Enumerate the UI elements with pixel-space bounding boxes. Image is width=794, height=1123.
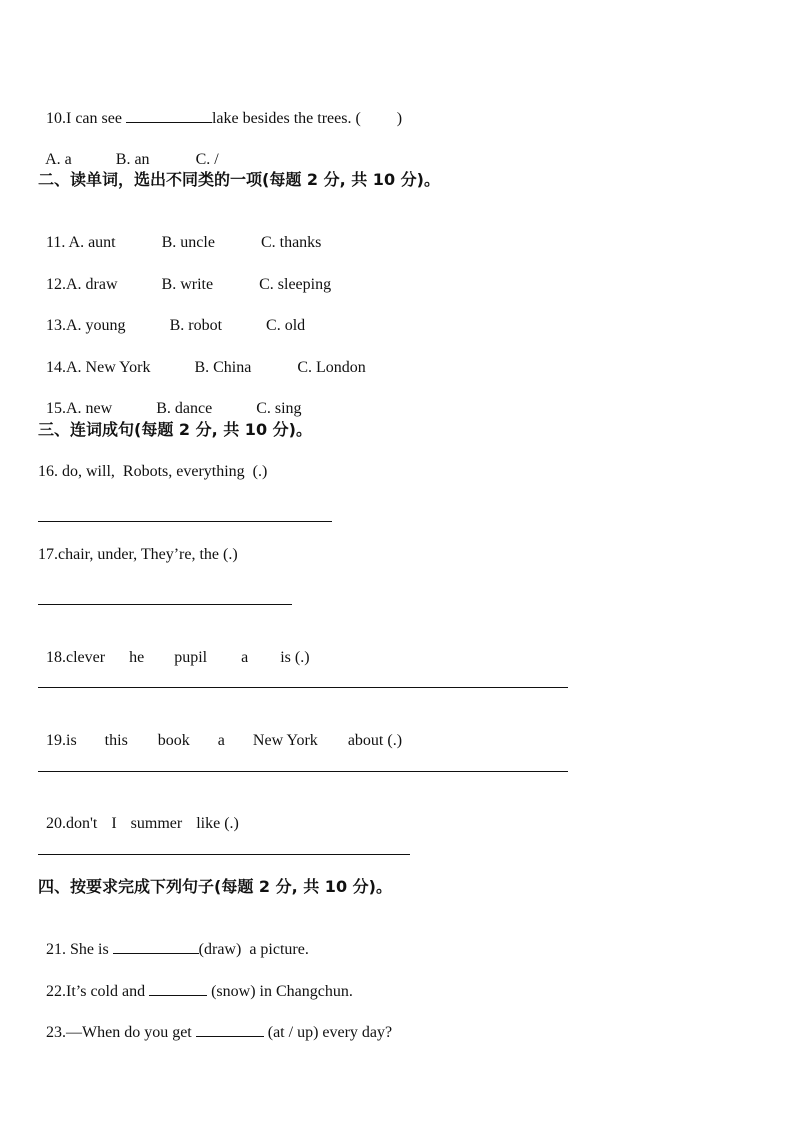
question-16: 16. do, will, Robots, everything (.) bbox=[38, 463, 268, 480]
question-13 bbox=[38, 296, 305, 336]
q10-post: lake besides the trees. ( bbox=[211, 110, 361, 127]
q23-post: (at / up) every day? bbox=[263, 1024, 393, 1041]
q21-pre: 21. She is bbox=[46, 941, 113, 958]
word: New York bbox=[252, 732, 318, 749]
section-3-heading: 三、连词成句(每题 2 分, 共 10 分)。 bbox=[38, 420, 312, 439]
word: pupil bbox=[174, 649, 208, 666]
option-b[interactable]: B. China bbox=[194, 359, 252, 376]
question-22 bbox=[38, 961, 353, 1002]
question-15 bbox=[38, 379, 302, 419]
word: is (.) bbox=[280, 649, 310, 666]
answer-line[interactable] bbox=[38, 604, 292, 605]
option-c[interactable]: C. London bbox=[297, 359, 366, 376]
word: 20.don't bbox=[46, 815, 98, 832]
word: like (.) bbox=[196, 815, 239, 832]
question-23 bbox=[38, 1002, 392, 1043]
option-c[interactable]: C. thanks bbox=[260, 234, 322, 251]
section-4-heading: 四、按要求完成下列句子(每题 2 分, 共 10 分)。 bbox=[38, 877, 392, 896]
option-b[interactable]: B. dance bbox=[156, 400, 213, 417]
question-21 bbox=[38, 919, 309, 960]
word: I bbox=[111, 815, 117, 832]
question-19 bbox=[38, 711, 402, 751]
option-c[interactable]: C. sing bbox=[256, 400, 302, 417]
option-b[interactable]: B. an bbox=[115, 151, 150, 168]
question-10 bbox=[38, 88, 402, 129]
q22-pre: 22.It’s cold and bbox=[46, 983, 150, 1000]
option-a[interactable]: 14.A. New York bbox=[46, 359, 151, 376]
q10-close: ) bbox=[396, 110, 403, 127]
word: a bbox=[217, 732, 225, 749]
q23-pre: 23.—When do you get bbox=[46, 1024, 196, 1041]
answer-blank[interactable] bbox=[113, 939, 199, 954]
section-2-heading: 二、读单词，选出不同类的一项(每题 2 分, 共 10 分)。 bbox=[38, 170, 440, 189]
option-a[interactable]: A. a bbox=[45, 151, 72, 168]
word: this bbox=[104, 732, 128, 749]
q10-options bbox=[38, 130, 219, 170]
answer-line[interactable] bbox=[38, 687, 568, 688]
question-12 bbox=[38, 255, 331, 295]
answer-blank[interactable] bbox=[196, 1022, 264, 1037]
word: 18.clever bbox=[46, 649, 106, 666]
option-c[interactable]: C. old bbox=[266, 317, 306, 334]
option-a[interactable]: 12.A. draw bbox=[46, 276, 118, 293]
question-20 bbox=[38, 794, 239, 834]
word: summer bbox=[130, 815, 183, 832]
answer-blank[interactable] bbox=[126, 108, 212, 123]
word: about (.) bbox=[347, 732, 403, 749]
word: he bbox=[129, 649, 145, 666]
option-a[interactable]: 15.A. new bbox=[46, 400, 113, 417]
option-c[interactable]: C. sleeping bbox=[259, 276, 332, 293]
question-18 bbox=[38, 628, 310, 668]
option-b[interactable]: B. uncle bbox=[161, 234, 215, 251]
word: a bbox=[241, 649, 249, 666]
answer-line[interactable] bbox=[38, 771, 568, 772]
option-b[interactable]: B. robot bbox=[169, 317, 223, 334]
q21-post: (draw) a picture. bbox=[198, 941, 309, 958]
word: book bbox=[157, 732, 190, 749]
question-17: 17.chair, under, They’re, the (.) bbox=[38, 546, 238, 563]
option-a[interactable]: 13.A. young bbox=[46, 317, 126, 334]
word: 19.is bbox=[46, 732, 77, 749]
option-c[interactable]: C. / bbox=[195, 151, 219, 168]
answer-blank[interactable] bbox=[149, 981, 207, 996]
q10-pre: 10.I can see bbox=[46, 110, 126, 127]
answer-line[interactable] bbox=[38, 521, 332, 522]
q22-post: (snow) in Changchun. bbox=[207, 983, 353, 1000]
question-11 bbox=[38, 213, 321, 253]
answer-line[interactable] bbox=[38, 854, 410, 855]
option-a[interactable]: 11. A. aunt bbox=[46, 234, 116, 251]
question-14 bbox=[38, 338, 366, 378]
option-b[interactable]: B. write bbox=[161, 276, 214, 293]
